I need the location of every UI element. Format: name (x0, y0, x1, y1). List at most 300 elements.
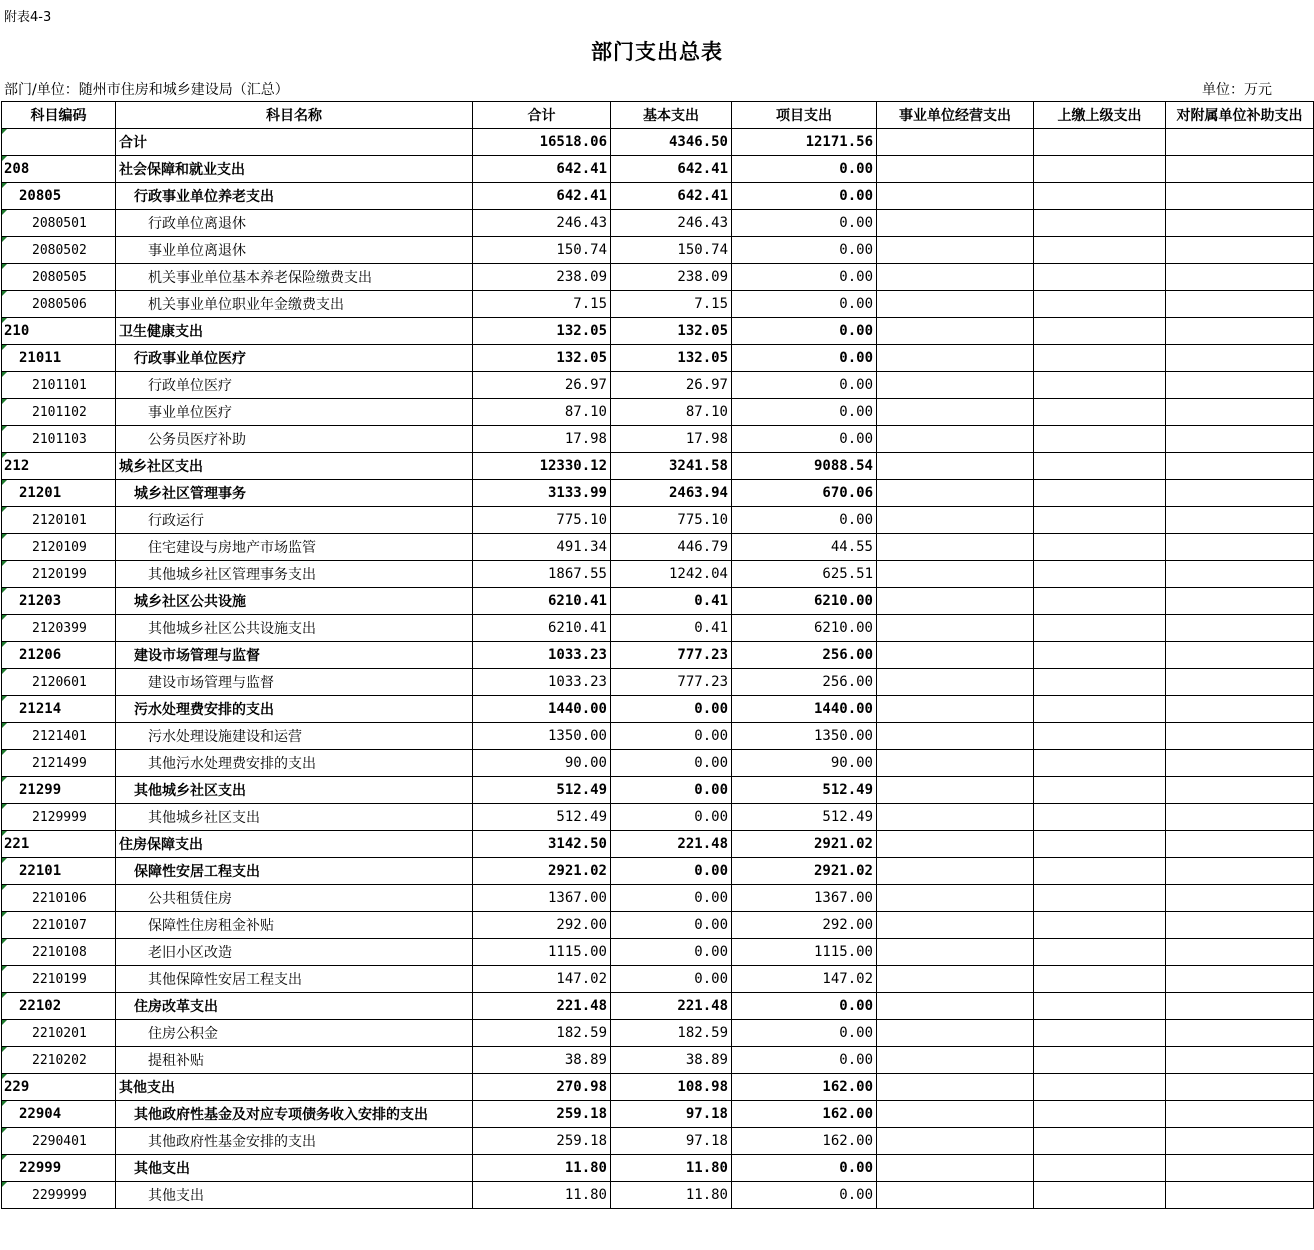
basic-cell: 26.97 (611, 372, 732, 399)
project-cell: 12171.56 (732, 129, 877, 156)
remit-cell (1034, 750, 1166, 777)
total-cell: 1033.23 (473, 642, 611, 669)
basic-cell: 0.00 (611, 696, 732, 723)
name-cell: 其他污水处理费安排的支出 (116, 750, 473, 777)
name-cell: 其他保障性安居工程支出 (116, 966, 473, 993)
remit-cell (1034, 831, 1166, 858)
total-cell: 1033.23 (473, 669, 611, 696)
total-cell: 292.00 (473, 912, 611, 939)
remit-cell (1034, 939, 1166, 966)
operating-cell (877, 858, 1034, 885)
remit-cell (1034, 966, 1166, 993)
total-cell: 87.10 (473, 399, 611, 426)
expenditure-table (1, 101, 1314, 1209)
basic-cell: 0.00 (611, 723, 732, 750)
basic-cell: 238.09 (611, 264, 732, 291)
code-cell (2, 129, 116, 156)
project-cell: 6210.00 (732, 615, 877, 642)
remit-cell (1034, 399, 1166, 426)
subsidy-cell (1166, 345, 1314, 372)
remit-cell (1034, 318, 1166, 345)
table-row (2, 1128, 1314, 1155)
name-cell: 保障性住房租金补贴 (116, 912, 473, 939)
code-cell: 21214 (2, 696, 116, 723)
name-cell: 行政单位离退休 (116, 210, 473, 237)
table-row (2, 534, 1314, 561)
code-cell: 2120109 (2, 534, 116, 561)
code-cell: 2290401 (2, 1128, 116, 1155)
operating-cell (877, 1020, 1034, 1047)
total-cell: 147.02 (473, 966, 611, 993)
total-cell: 132.05 (473, 318, 611, 345)
subsidy-cell (1166, 885, 1314, 912)
subsidy-cell (1166, 264, 1314, 291)
project-cell: 90.00 (732, 750, 877, 777)
subsidy-cell (1166, 1101, 1314, 1128)
table-row (2, 804, 1314, 831)
project-cell: 1115.00 (732, 939, 877, 966)
table-row (2, 1182, 1314, 1209)
basic-cell: 0.00 (611, 858, 732, 885)
basic-cell: 0.00 (611, 885, 732, 912)
subsidy-cell (1166, 399, 1314, 426)
name-cell: 住房公积金 (116, 1020, 473, 1047)
operating-cell (877, 1182, 1034, 1209)
name-cell: 机关事业单位职业年金缴费支出 (116, 291, 473, 318)
project-cell: 0.00 (732, 1020, 877, 1047)
name-cell: 事业单位离退休 (116, 237, 473, 264)
table-row (2, 1074, 1314, 1101)
operating-cell (877, 777, 1034, 804)
operating-cell (877, 723, 1034, 750)
operating-cell (877, 399, 1034, 426)
table-row (2, 777, 1314, 804)
code-cell: 2101101 (2, 372, 116, 399)
operating-cell (877, 156, 1034, 183)
operating-cell (877, 885, 1034, 912)
name-cell: 其他政府性基金安排的支出 (116, 1128, 473, 1155)
total-cell: 11.80 (473, 1182, 611, 1209)
subsidy-cell (1166, 1047, 1314, 1074)
total-cell: 1115.00 (473, 939, 611, 966)
remit-cell (1034, 129, 1166, 156)
total-cell: 38.89 (473, 1047, 611, 1074)
col-header-code: 科目编码 (2, 102, 116, 129)
name-cell: 行政单位医疗 (116, 372, 473, 399)
name-cell: 行政运行 (116, 507, 473, 534)
col-header-basic: 基本支出 (611, 102, 732, 129)
total-cell: 1367.00 (473, 885, 611, 912)
table-row (2, 453, 1314, 480)
total-cell: 512.49 (473, 804, 611, 831)
total-cell: 642.41 (473, 156, 611, 183)
total-cell: 7.15 (473, 291, 611, 318)
operating-cell (877, 210, 1034, 237)
name-cell: 老旧小区改造 (116, 939, 473, 966)
table-row (2, 615, 1314, 642)
code-cell: 22101 (2, 858, 116, 885)
project-cell: 2921.02 (732, 858, 877, 885)
project-cell: 162.00 (732, 1101, 877, 1128)
total-cell: 259.18 (473, 1101, 611, 1128)
project-cell: 0.00 (732, 264, 877, 291)
remit-cell (1034, 858, 1166, 885)
total-cell: 182.59 (473, 1020, 611, 1047)
project-cell: 2921.02 (732, 831, 877, 858)
department-label: 部门/单位：随州市住房和城乡建设局（汇总） (4, 82, 289, 98)
code-cell: 2299999 (2, 1182, 116, 1209)
total-cell: 150.74 (473, 237, 611, 264)
project-cell: 0.00 (732, 399, 877, 426)
subsidy-cell (1166, 939, 1314, 966)
col-header-total: 合计 (473, 102, 611, 129)
total-cell: 1867.55 (473, 561, 611, 588)
project-cell: 0.00 (732, 210, 877, 237)
remit-cell (1034, 345, 1166, 372)
operating-cell (877, 561, 1034, 588)
basic-cell: 0.41 (611, 615, 732, 642)
subsidy-cell (1166, 291, 1314, 318)
subsidy-cell (1166, 534, 1314, 561)
subsidy-cell (1166, 1128, 1314, 1155)
table-row (2, 1020, 1314, 1047)
total-cell: 16518.06 (473, 129, 611, 156)
code-cell: 21299 (2, 777, 116, 804)
operating-cell (877, 480, 1034, 507)
basic-cell: 132.05 (611, 345, 732, 372)
basic-cell: 0.00 (611, 804, 732, 831)
total-cell: 6210.41 (473, 588, 611, 615)
table-row (2, 291, 1314, 318)
basic-cell: 11.80 (611, 1182, 732, 1209)
remit-cell (1034, 723, 1166, 750)
table-row (2, 345, 1314, 372)
operating-cell (877, 345, 1034, 372)
project-cell: 0.00 (732, 993, 877, 1020)
name-cell: 提租补贴 (116, 1047, 473, 1074)
basic-cell: 182.59 (611, 1020, 732, 1047)
operating-cell (877, 615, 1034, 642)
project-cell: 162.00 (732, 1128, 877, 1155)
project-cell: 670.06 (732, 480, 877, 507)
operating-cell (877, 588, 1034, 615)
subsidy-cell (1166, 1020, 1314, 1047)
operating-cell (877, 939, 1034, 966)
table-row (2, 723, 1314, 750)
project-cell: 256.00 (732, 642, 877, 669)
name-cell: 社会保障和就业支出 (116, 156, 473, 183)
basic-cell: 4346.50 (611, 129, 732, 156)
table-row (2, 1101, 1314, 1128)
code-cell: 21203 (2, 588, 116, 615)
code-cell: 221 (2, 831, 116, 858)
name-cell: 卫生健康支出 (116, 318, 473, 345)
subsidy-cell (1166, 480, 1314, 507)
total-cell: 17.98 (473, 426, 611, 453)
code-cell: 2080506 (2, 291, 116, 318)
operating-cell (877, 1128, 1034, 1155)
table-row (2, 966, 1314, 993)
project-cell: 1367.00 (732, 885, 877, 912)
total-cell: 221.48 (473, 993, 611, 1020)
remit-cell (1034, 696, 1166, 723)
basic-cell: 777.23 (611, 642, 732, 669)
table-row (2, 183, 1314, 210)
code-cell: 212 (2, 453, 116, 480)
remit-cell (1034, 1020, 1166, 1047)
table-row (2, 264, 1314, 291)
name-cell: 其他城乡社区公共设施支出 (116, 615, 473, 642)
total-cell: 512.49 (473, 777, 611, 804)
project-cell: 0.00 (732, 372, 877, 399)
code-cell: 21206 (2, 642, 116, 669)
name-cell: 其他城乡社区支出 (116, 804, 473, 831)
project-cell: 0.00 (732, 1182, 877, 1209)
total-cell: 11.80 (473, 1155, 611, 1182)
name-cell: 建设市场管理与监督 (116, 669, 473, 696)
name-cell: 其他支出 (116, 1155, 473, 1182)
remit-cell (1034, 480, 1166, 507)
remit-cell (1034, 912, 1166, 939)
remit-cell (1034, 1074, 1166, 1101)
project-cell: 0.00 (732, 237, 877, 264)
operating-cell (877, 642, 1034, 669)
total-cell: 3142.50 (473, 831, 611, 858)
subsidy-cell (1166, 993, 1314, 1020)
operating-cell (877, 291, 1034, 318)
header-row (2, 102, 1314, 129)
table-row (2, 588, 1314, 615)
basic-cell: 38.89 (611, 1047, 732, 1074)
remit-cell (1034, 993, 1166, 1020)
subsidy-cell (1166, 561, 1314, 588)
name-cell: 行政事业单位医疗 (116, 345, 473, 372)
unit-label: 单位：万元 (1202, 82, 1272, 98)
table-row (2, 156, 1314, 183)
remit-cell (1034, 534, 1166, 561)
subsidy-cell (1166, 372, 1314, 399)
table-row (2, 885, 1314, 912)
subsidy-cell (1166, 804, 1314, 831)
basic-cell: 642.41 (611, 156, 732, 183)
remit-cell (1034, 777, 1166, 804)
operating-cell (877, 831, 1034, 858)
project-cell: 256.00 (732, 669, 877, 696)
subsidy-cell (1166, 1074, 1314, 1101)
total-cell: 6210.41 (473, 615, 611, 642)
name-cell: 住房改革支出 (116, 993, 473, 1020)
operating-cell (877, 993, 1034, 1020)
name-cell: 其他政府性基金及对应专项债务收入安排的支出 (116, 1101, 473, 1128)
name-cell: 其他城乡社区管理事务支出 (116, 561, 473, 588)
code-cell: 2210199 (2, 966, 116, 993)
project-cell: 512.49 (732, 777, 877, 804)
operating-cell (877, 1074, 1034, 1101)
name-cell: 合计 (116, 129, 473, 156)
basic-cell: 97.18 (611, 1128, 732, 1155)
table-row (2, 993, 1314, 1020)
total-cell: 238.09 (473, 264, 611, 291)
code-cell: 210 (2, 318, 116, 345)
code-cell: 22102 (2, 993, 116, 1020)
operating-cell (877, 1155, 1034, 1182)
operating-cell (877, 318, 1034, 345)
table-row (2, 831, 1314, 858)
table-row (2, 912, 1314, 939)
project-cell: 162.00 (732, 1074, 877, 1101)
basic-cell: 2463.94 (611, 480, 732, 507)
subsidy-cell (1166, 696, 1314, 723)
code-cell: 2210202 (2, 1047, 116, 1074)
remit-cell (1034, 237, 1166, 264)
remit-cell (1034, 426, 1166, 453)
table-row (2, 561, 1314, 588)
table-row (2, 939, 1314, 966)
code-cell: 2120199 (2, 561, 116, 588)
total-cell: 259.18 (473, 1128, 611, 1155)
project-cell: 0.00 (732, 318, 877, 345)
name-cell: 机关事业单位基本养老保险缴费支出 (116, 264, 473, 291)
operating-cell (877, 426, 1034, 453)
basic-cell: 11.80 (611, 1155, 732, 1182)
code-cell: 208 (2, 156, 116, 183)
operating-cell (877, 453, 1034, 480)
table-row (2, 426, 1314, 453)
remit-cell (1034, 372, 1166, 399)
name-cell: 其他支出 (116, 1074, 473, 1101)
total-cell: 26.97 (473, 372, 611, 399)
basic-cell: 777.23 (611, 669, 732, 696)
operating-cell (877, 804, 1034, 831)
remit-cell (1034, 453, 1166, 480)
remit-cell (1034, 561, 1166, 588)
remit-cell (1034, 1101, 1166, 1128)
total-cell: 132.05 (473, 345, 611, 372)
project-cell: 9088.54 (732, 453, 877, 480)
basic-cell: 1242.04 (611, 561, 732, 588)
operating-cell (877, 237, 1034, 264)
operating-cell (877, 669, 1034, 696)
remit-cell (1034, 210, 1166, 237)
code-cell: 2080505 (2, 264, 116, 291)
basic-cell: 0.00 (611, 912, 732, 939)
project-cell: 0.00 (732, 1155, 877, 1182)
remit-cell (1034, 588, 1166, 615)
operating-cell (877, 1047, 1034, 1074)
code-cell: 21011 (2, 345, 116, 372)
table-row (2, 696, 1314, 723)
basic-cell: 221.48 (611, 993, 732, 1020)
name-cell: 公务员医疗补助 (116, 426, 473, 453)
operating-cell (877, 372, 1034, 399)
remit-cell (1034, 264, 1166, 291)
table-row (2, 669, 1314, 696)
subsidy-cell (1166, 453, 1314, 480)
subsidy-cell (1166, 777, 1314, 804)
table-row (2, 210, 1314, 237)
basic-cell: 0.00 (611, 939, 732, 966)
code-cell: 2101102 (2, 399, 116, 426)
name-cell: 行政事业单位养老支出 (116, 183, 473, 210)
subsidy-cell (1166, 318, 1314, 345)
project-cell: 0.00 (732, 183, 877, 210)
table-row (2, 858, 1314, 885)
basic-cell: 87.10 (611, 399, 732, 426)
total-cell: 1440.00 (473, 696, 611, 723)
project-cell: 0.00 (732, 507, 877, 534)
subsidy-cell (1166, 966, 1314, 993)
subsidy-cell (1166, 912, 1314, 939)
table-row (2, 237, 1314, 264)
name-cell: 污水处理设施建设和运营 (116, 723, 473, 750)
table-row (2, 1155, 1314, 1182)
project-cell: 0.00 (732, 426, 877, 453)
total-cell: 246.43 (473, 210, 611, 237)
remit-cell (1034, 1182, 1166, 1209)
table-row (2, 750, 1314, 777)
name-cell: 污水处理费安排的支出 (116, 696, 473, 723)
subsidy-cell (1166, 831, 1314, 858)
operating-cell (877, 507, 1034, 534)
code-cell: 2120601 (2, 669, 116, 696)
name-cell: 事业单位医疗 (116, 399, 473, 426)
remit-cell (1034, 1047, 1166, 1074)
total-cell: 3133.99 (473, 480, 611, 507)
code-cell: 2080502 (2, 237, 116, 264)
col-header-name: 科目名称 (116, 102, 473, 129)
remit-cell (1034, 1128, 1166, 1155)
basic-cell: 775.10 (611, 507, 732, 534)
code-cell: 2210108 (2, 939, 116, 966)
table-row (2, 507, 1314, 534)
code-cell: 2129999 (2, 804, 116, 831)
basic-cell: 0.00 (611, 966, 732, 993)
total-cell: 1350.00 (473, 723, 611, 750)
subsidy-cell (1166, 588, 1314, 615)
basic-cell: 7.15 (611, 291, 732, 318)
operating-cell (877, 129, 1034, 156)
code-cell: 2120399 (2, 615, 116, 642)
total-cell: 90.00 (473, 750, 611, 777)
subsidy-cell (1166, 507, 1314, 534)
basic-cell: 642.41 (611, 183, 732, 210)
code-cell: 2101103 (2, 426, 116, 453)
project-cell: 1440.00 (732, 696, 877, 723)
subsidy-cell (1166, 723, 1314, 750)
basic-cell: 221.48 (611, 831, 732, 858)
table-row (2, 399, 1314, 426)
name-cell: 城乡社区管理事务 (116, 480, 473, 507)
project-cell: 1350.00 (732, 723, 877, 750)
name-cell: 公共租赁住房 (116, 885, 473, 912)
code-cell: 2121401 (2, 723, 116, 750)
project-cell: 147.02 (732, 966, 877, 993)
basic-cell: 446.79 (611, 534, 732, 561)
remit-cell (1034, 669, 1166, 696)
basic-cell: 0.00 (611, 750, 732, 777)
code-cell: 2120101 (2, 507, 116, 534)
operating-cell (877, 1101, 1034, 1128)
subsidy-cell (1166, 210, 1314, 237)
basic-cell: 150.74 (611, 237, 732, 264)
basic-cell: 132.05 (611, 318, 732, 345)
basic-cell: 3241.58 (611, 453, 732, 480)
subsidy-cell (1166, 129, 1314, 156)
name-cell: 住房保障支出 (116, 831, 473, 858)
project-cell: 6210.00 (732, 588, 877, 615)
subsidy-cell (1166, 858, 1314, 885)
code-cell: 2121499 (2, 750, 116, 777)
